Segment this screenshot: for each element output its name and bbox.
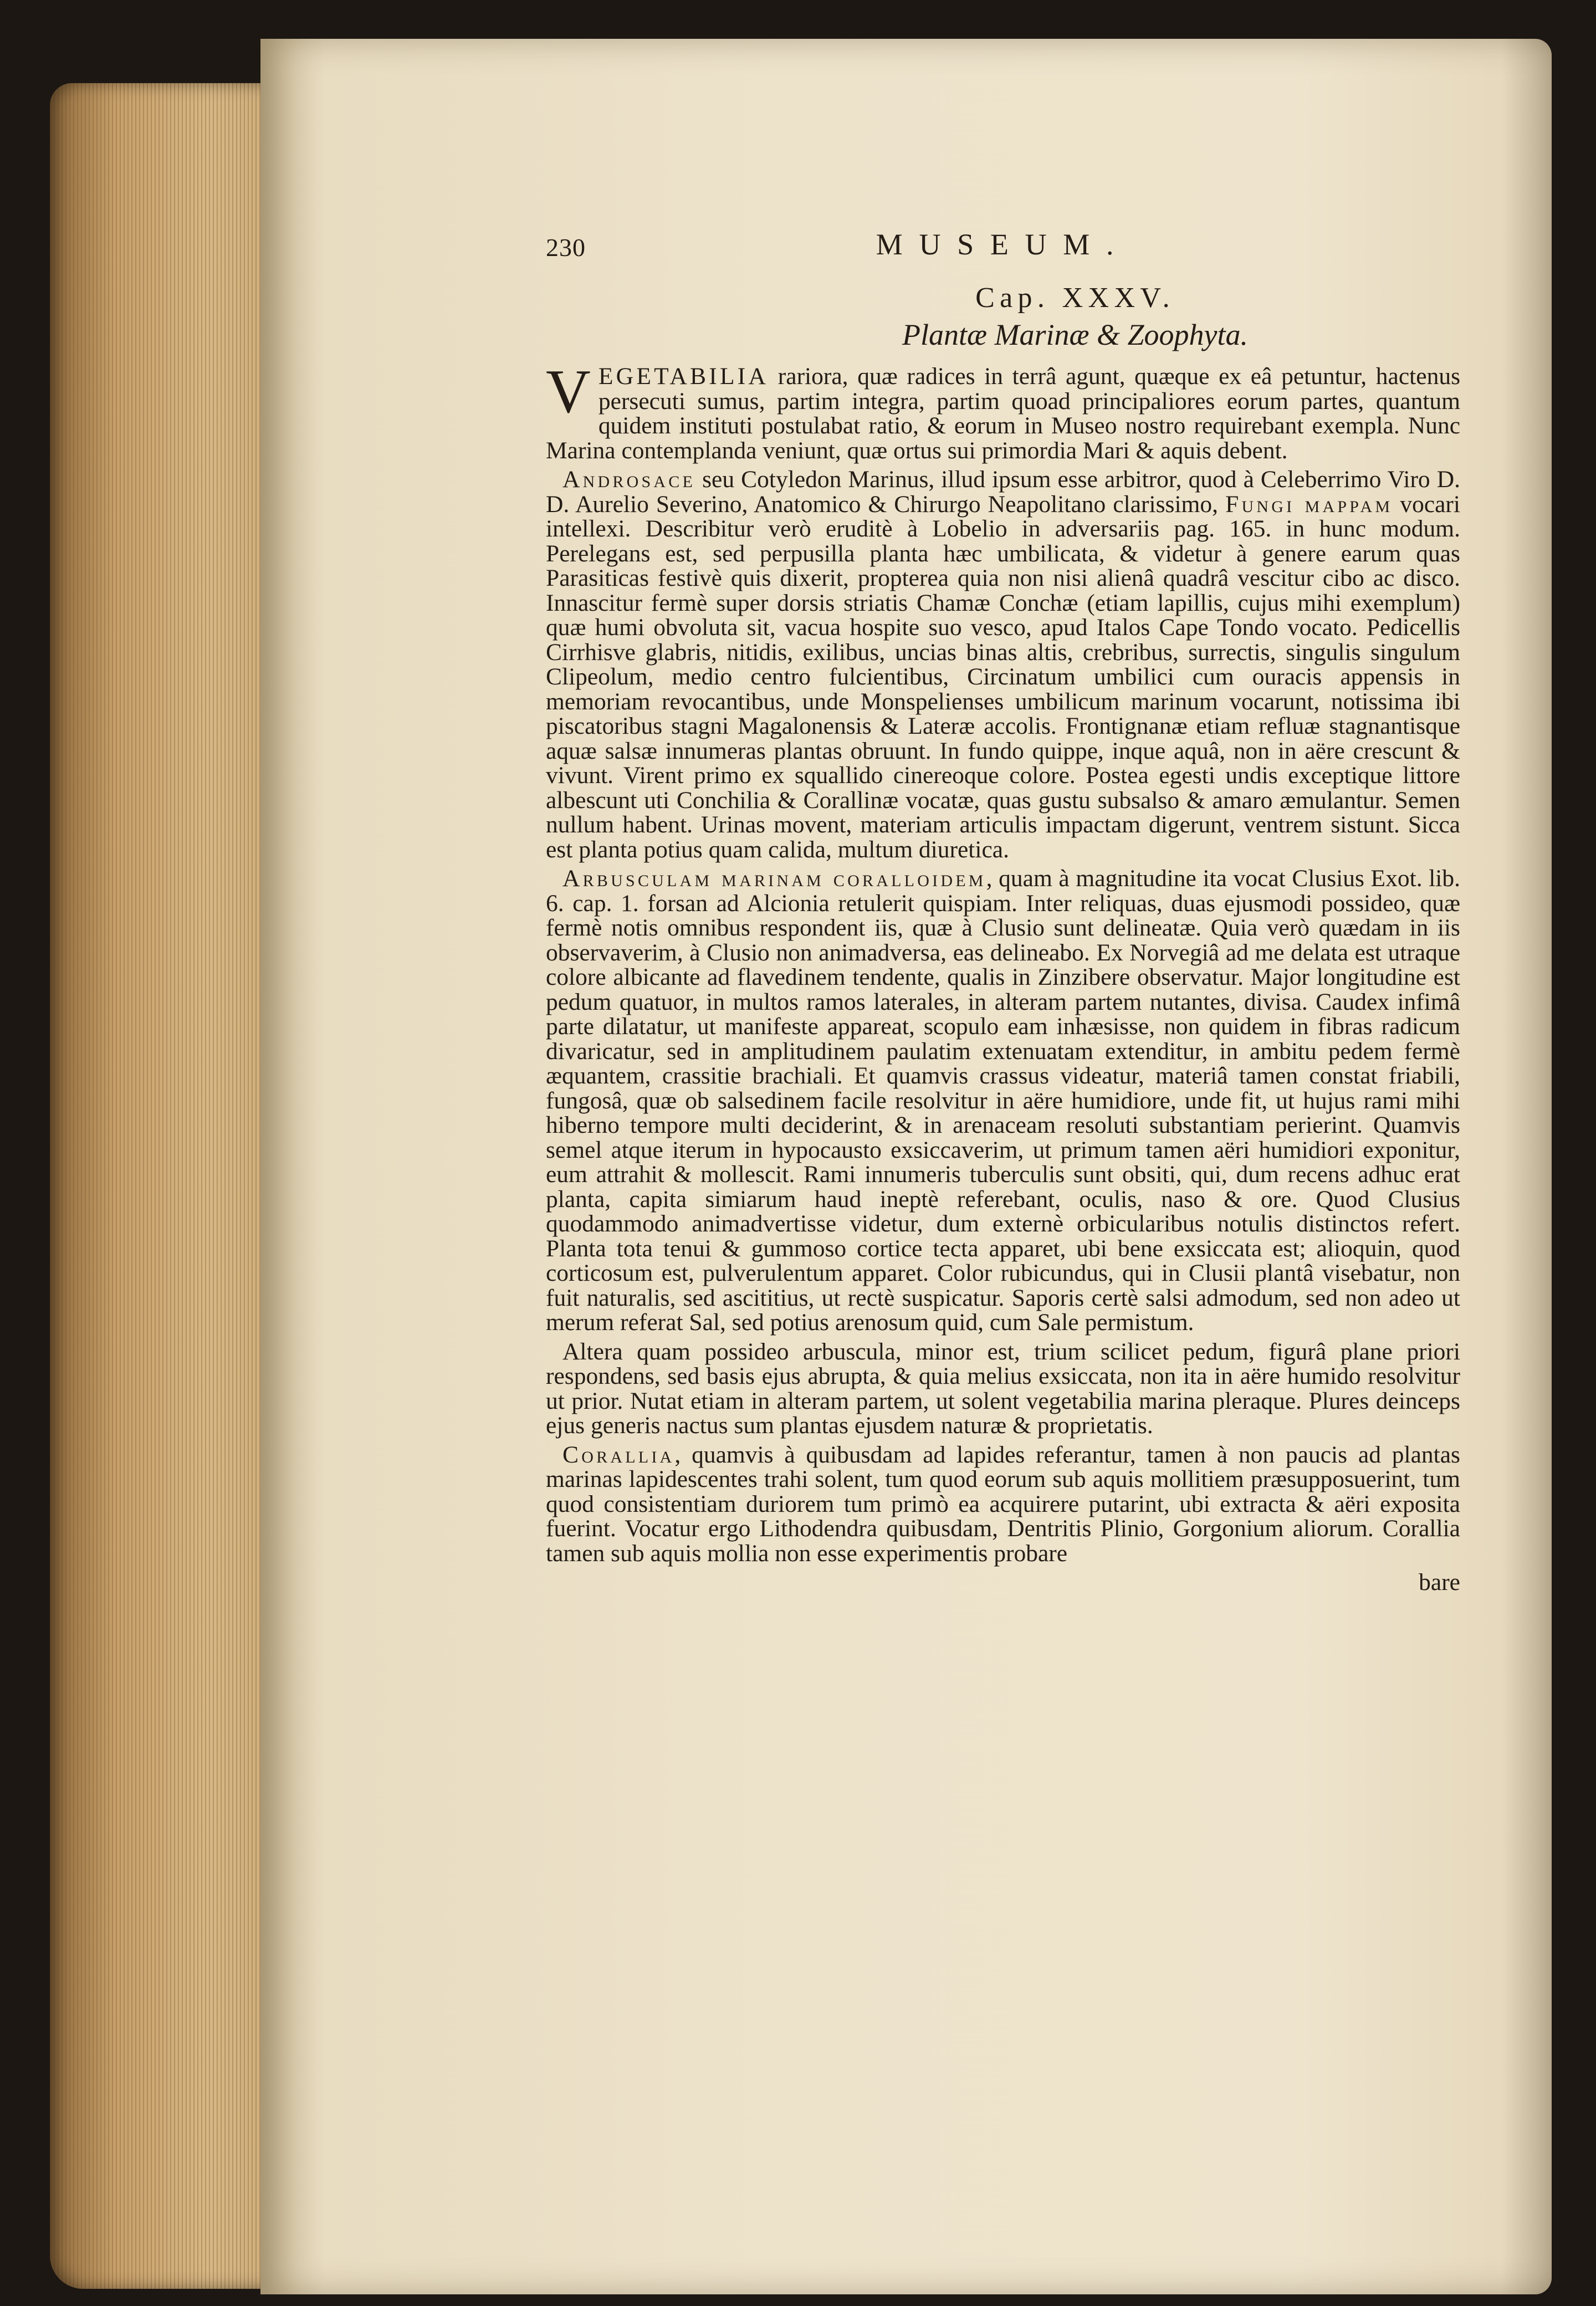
paragraph-arbusculam: [546, 866, 1460, 1335]
drop-cap: V: [546, 357, 591, 426]
paragraph-text: rariora, quæ radices in terrâ agunt, quæque ex eâ petuntur, hactenus persecuti sumus, partim integra, partim quoad principaliores eorum partes, quantum quidem instituti postulabat ratio, & eorum in Museo nostro requirebant exempla. Nunc Marina contemplanda veniunt, quæ ortus sui primordia Mari & aquis debent.: [546, 363, 1460, 464]
paragraph-text: , quamvis à quibusdam ad lapides referantur, tamen à non paucis ad plantas marinas lapidescentes trahi solent, tum quod eorum sub aquis mollitiem præsupposuerint, tum quod consistentiam duriorem tum primò ea acquirere putarint, ubi extracta & aëri exposita fuerint. Vocatur ergo Lithodendra quibusdam, Dentritis Plinio, Gorgonium aliorum. Corallia tamen sub aquis mollia non esse experimentis probare: [546, 1441, 1460, 1567]
catchword: bare: [1419, 1569, 1460, 1596]
lead-small-caps: Corallia: [562, 1441, 675, 1468]
paragraph-corallia: [546, 1443, 1460, 1566]
lead-small-caps: EGETABILIA: [598, 363, 769, 390]
paragraph-text: seu Cotyledon Marinus, illud ipsum esse arbitror, quod à Celeberrimo Viro D. D. Aurelio Severino, Anatomico & Chirurgo Neapolitano clarissimo,: [546, 466, 1460, 518]
inline-small-caps: Fungi mappam: [1225, 490, 1393, 518]
book-page: [260, 39, 1552, 2294]
running-head: [546, 227, 1460, 272]
paragraph-androsace: [546, 467, 1460, 862]
chapter-heading: Cap. XXXV.: [975, 282, 1175, 314]
paragraph-text: Altera quam possideo arbuscula, minor est, trium scilicet pedum, figurâ plane priori respondens, sed basis ejus abrupta, & quia melius exsiccata, non ita in aëre humido resolvitur ut prior. Nutat etiam in alteram partem, ut solent vegetabilia marina pleraque. Plures deinceps ejus generis nactus sum plantas ejusdem naturæ & proprietatis.: [546, 1338, 1460, 1439]
page-edge-shadow: [1502, 39, 1552, 2294]
text-block: [546, 227, 1460, 1595]
paragraph-vegetabilia: [546, 357, 1460, 464]
lead-small-caps: Androsace: [562, 466, 696, 493]
page-number: 230: [546, 233, 586, 262]
running-title: MUSEUM.: [876, 228, 1130, 261]
chapter-subtitle: Plantæ Marinæ & Zoophyta.: [902, 318, 1249, 351]
lead-small-caps: Arbusculam marinam coralloidem: [562, 865, 986, 892]
paragraph-text-continued: vocari intellexi. Describitur verò eruditè à Lobelio in adversariis pag. 165. in hunc modum. Perelegans est, sed perpusilla planta hæc umbilicata, & videtur à genere earum quas Parasiticas festivè quis dixerit, propterea quia non nisi alienâ quadrâ vescitur cibo ac disco. Innascitur fermè super dorsis striatis Chamæ Conchæ (etiam lapillis, cujus mihi exemplum) quæ humi obvoluta sit, vacua hospite suo vesco, apud Italos Cape Tondo vocato. Pedicellis Cirrhisve glabris, nitidis, exilibus, uncias binas altis, crebribus, surrectis, singulis singulum Clipeolum, medio centro fulcientibus, Circinatum umbilici cum ouracis appensis in memoriam revocantibus, unde Monspelienses umbilicum marinum vocarunt, notissima ibi piscatoribus stagni Magalonensis & Lateræ accolis. Frontignanæ etiam refluæ stagnantisque aquæ salsæ innumeras plantas obruunt. In fundo quippe, inque aquâ, non in aëre crescunt & vivunt. Virent primo ex squallido cinereoque colore. Postea egesti undis exceptique littore albescunt uti Conchilia & Corallinæ vocatæ, quas gustu subsalso & amaro æmulantur. Semen nullum habent. Urinas movent, materiam articulis impactam digerunt, ventrem sistunt. Sicca est planta potius quam calida, multum diuretica.: [546, 490, 1460, 863]
paragraph-altera: [546, 1339, 1460, 1438]
paragraph-text: , quam à magnitudine ita vocat Clusius Exot. lib. 6. cap. 1. forsan ad Alcionia retulerit quispiam. Inter reliquas, duas ejusmodi possideo, quæ fermè notis omnibus respondent iis, quæ à Clusio sunt delineatæ. Quia verò quædam in iis observaverim, à Clusio non animadversa, eas delineabo. Ex Norvegiâ ad me delata est utraque colore albicante ad flavedinem tendente, qualis in Zinzibere observatur. Major longitudine est pedum quatuor, in multos ramos laterales, in alteram partem nutantes, divisa. Caudex infimâ parte dilatatur, ut manifeste appareat, scopulo eam inhæsisse, non quidem in fibras radicum divaricatur, sed in amplitudinem paulatim extenuatam extenditur, in ambitu pedem fermè æquantem, crassitie brachiali. Et quamvis crassus videatur, materiâ tamen constat friabili, fungosâ, quæ ob salsedinem facile resolvitur in aëre humidiore, unde fit, ut hujus rami mihi hiberno tempore multi deciderint, & in arenaceam resoluti substantiam perierint. Quamvis semel atque iterum in hypocausto exsiccaverim, ut primum tamen aëri humidiori exponitur, eum attrahit & mollescit. Rami innumeris tuberculis sunt obsiti, qui, dum recens adhuc erat planta, capita simiarum haud ineptè referebant, oculis, naso & ore. Quod Clusius quodammodo animadvertisse videtur, dum externè orbicularibus notulis distinctos refert. Planta tota tenui & gummoso cortice tecta apparet, ubi bene exsiccata est; alioquin, quod corticosum est, pulverulentum apparet. Color rubicundus, qui in Clusii plantâ visebatur, non fuit naturalis, sed ascititius, ut rectè suspicatur. Saporis certè salsi admodum, sed non adeo ut merum referat Sal, sed potius arenosum quid, cum Sale permistum.: [546, 865, 1461, 1336]
